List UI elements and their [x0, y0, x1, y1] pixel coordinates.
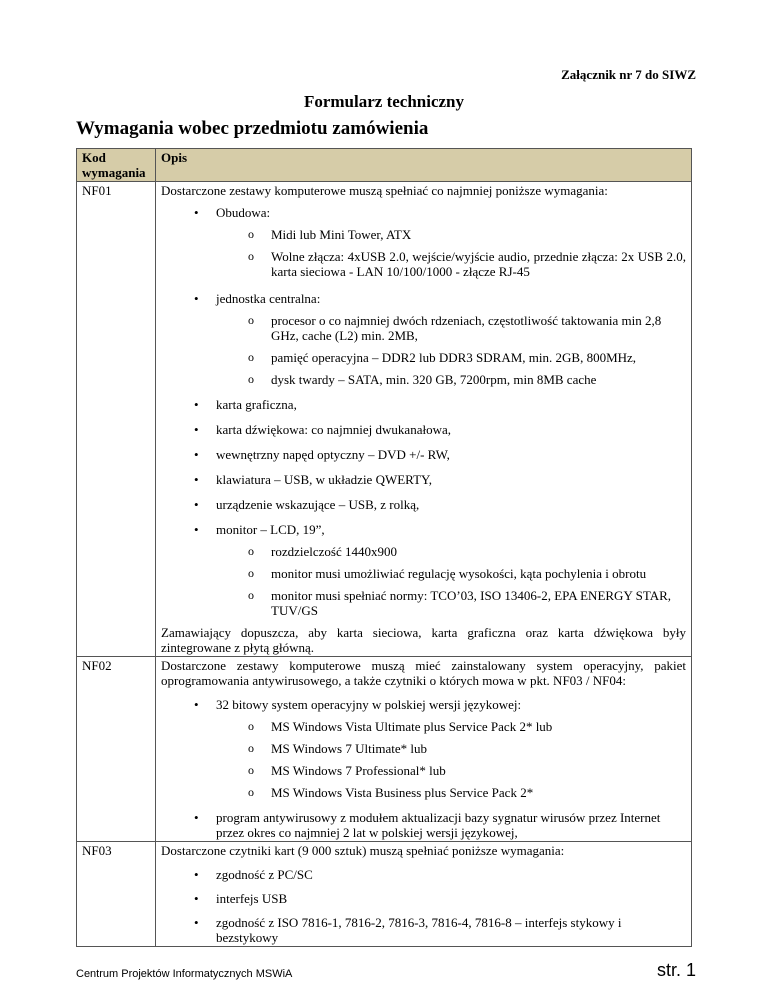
header-code: Kod wymagania	[77, 149, 156, 182]
list-item-label: Obudowa:	[216, 205, 271, 220]
list-item	[161, 697, 686, 800]
header-description: Opis	[156, 149, 692, 182]
bullet-list	[161, 697, 686, 840]
row-intro: Dostarczone zestawy komputerowe muszą spełniać co najmniej poniższe wymagania:	[161, 183, 608, 198]
sub-list	[216, 544, 686, 618]
sub-list-item: o procesor o co najmniej dwóch rdzeniach, częstotliwość taktowania min 2,8 GHz, cache (L2) min. 2MB,	[216, 313, 686, 343]
table-header-row	[77, 149, 692, 182]
list-item: • klawiatura – USB, w układzie QWERTY,	[161, 472, 686, 487]
sub-list-item: o MS Windows Vista Ultimate plus Service Pack 2* lub	[216, 719, 686, 734]
list-item: • wewnętrzny napęd optyczny – DVD +/- RW,	[161, 447, 686, 462]
sub-list	[216, 227, 686, 279]
row-description	[156, 657, 692, 842]
row-intro: Dostarczone czytniki kart (9 000 sztuk) muszą spełniać poniższe wymagania:	[161, 843, 565, 858]
row-note: Zamawiający dopuszcza, aby karta sieciowa, karta graficzna oraz karta dźwiękowa były zintegrowane z płytą główną.	[161, 625, 686, 655]
row-description	[156, 842, 692, 947]
table-row-nf01	[77, 182, 692, 657]
requirements-table	[76, 148, 692, 947]
section-title: Wymagania wobec przedmiotu zamówienia	[76, 118, 429, 139]
list-item-label: 32 bitowy system operacyjny w polskiej wersji językowej:	[216, 697, 522, 712]
bullet-list	[161, 867, 686, 945]
sub-list-item: o MS Windows 7 Professional* lub	[216, 763, 686, 778]
table-row-nf03	[77, 842, 692, 947]
footer-organization: Centrum Projektów Informatycznych MSWiA	[76, 968, 293, 980]
page-number: str. 1	[656, 960, 696, 980]
list-item: • karta dźwiękowa: co najmniej dwukanałowa,	[161, 422, 686, 437]
list-item	[161, 291, 686, 387]
row-code: NF01	[77, 182, 156, 657]
row-code: NF03	[77, 842, 156, 947]
document-title: Formularz techniczny	[303, 92, 465, 111]
sub-list-item: o monitor musi umożliwiać regulację wysokości, kąta pochylenia i obrotu	[216, 566, 686, 581]
bullet-list	[161, 205, 686, 618]
list-item	[161, 205, 686, 279]
row-code: NF02	[77, 657, 156, 842]
row-description	[156, 182, 692, 657]
sub-list-item: o Midi lub Mini Tower, ATX	[216, 227, 686, 242]
sub-list-item: o MS Windows Vista Business plus Service Pack 2*	[216, 785, 686, 800]
sub-list	[216, 719, 686, 800]
list-item-label: jednostka centralna:	[216, 291, 321, 306]
sub-list-item: o dysk twardy – SATA, min. 320 GB, 7200rpm, min 8MB cache	[216, 372, 686, 387]
list-item: • urządzenie wskazujące – USB, z rolką,	[161, 497, 686, 512]
sub-list-item: o pamięć operacyjna – DDR2 lub DDR3 SDRAM, min. 2GB, 800MHz,	[216, 350, 686, 365]
list-item: • zgodność z PC/SC	[161, 867, 686, 882]
annex-label: Załącznik nr 7 do SIWZ	[561, 67, 696, 82]
sub-list	[216, 313, 686, 387]
list-item: • program antywirusowy z modułem aktualizacji bazy sygnatur wirusów przez Internet przez okres co najmniej 2 lat w polskiej wersji językowej,	[161, 810, 686, 840]
sub-list-item: o MS Windows 7 Ultimate* lub	[216, 741, 686, 756]
table-row-nf02	[77, 657, 692, 842]
row-intro: Dostarczone zestawy komputerowe muszą mieć zainstalowany system operacyjny, pakiet oprogramowania antywirusowego, a także czytniki o których mowa w pkt. NF03 / NF04:	[161, 658, 686, 688]
sub-list-item: o Wolne złącza: 4xUSB 2.0, wejście/wyjście audio, przednie złącza: 2x USB 2.0, karta sieciowa - LAN 10/100/1000 - złącze RJ-45	[216, 249, 686, 279]
list-item	[161, 522, 686, 618]
sub-list-item: o monitor musi spełniać normy: TCO’03, ISO 13406-2, EPA ENERGY STAR, TUV/GS	[216, 588, 686, 618]
list-item-label: monitor – LCD, 19”,	[216, 522, 325, 537]
list-item: • zgodność z ISO 7816-1, 7816-2, 7816-3, 7816-4, 7816-8 – interfejs stykowy i bezstykowy	[161, 915, 686, 945]
list-item: • interfejs USB	[161, 891, 686, 906]
list-item: • karta graficzna,	[161, 397, 686, 412]
sub-list-item: o rozdzielczość 1440x900	[216, 544, 686, 559]
